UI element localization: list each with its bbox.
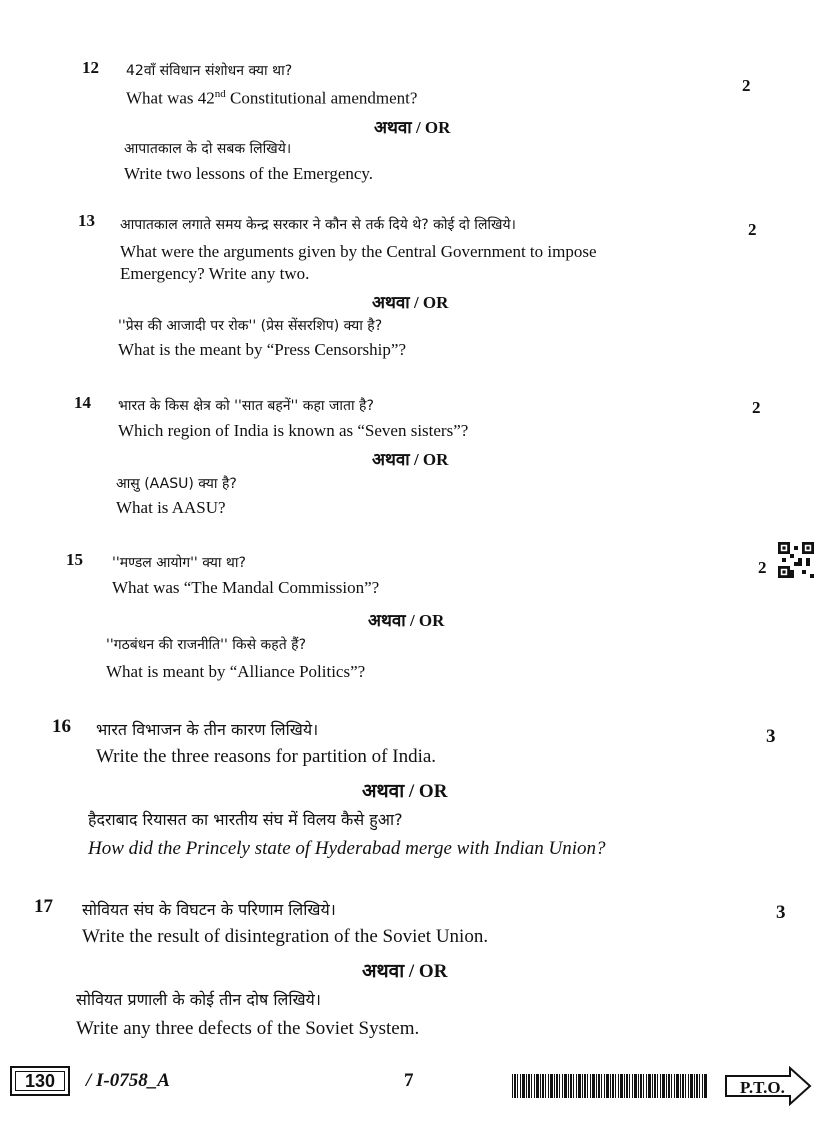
marks: 3: [766, 726, 776, 747]
alternative-hindi: हैदराबाद रियासत का भारतीय संघ में विलय कैसे हुआ?: [88, 810, 403, 829]
question-hindi: सोवियत संघ के विघटन के परिणाम लिखिये।: [82, 900, 336, 919]
or-separator: अथवा / OR: [362, 781, 448, 802]
paper-code: / I-0758_A: [86, 1070, 170, 1091]
question-hindi: 42वाँ संविधान संशोधन क्या था?: [126, 63, 293, 79]
alternative-english: How did the Princely state of Hyderabad merge with Indian Union?: [88, 838, 606, 859]
alternative-hindi: सोवियत प्रणाली के कोई तीन दोष लिखिये।: [76, 990, 321, 1009]
alternative-english: Write two lessons of the Emergency.: [124, 164, 374, 183]
question-english-line-2: Emergency? Write any two.: [120, 264, 310, 283]
marks: 3: [776, 902, 786, 923]
marks: 2: [758, 558, 767, 577]
question-number: 13: [78, 211, 95, 230]
alternative-hindi: आपातकाल के दो सबक लिखिये।: [124, 141, 292, 157]
question-number: 17: [34, 896, 53, 917]
marks: 2: [752, 398, 761, 417]
marks: 2: [748, 220, 757, 239]
question-number: 12: [82, 58, 99, 77]
alternative-english: What is AASU?: [116, 498, 226, 517]
question-hindi: भारत के किस क्षेत्र को ''सात बहनें'' कहा जाता है?: [118, 398, 374, 414]
alternative-hindi: आसु (AASU) क्या है?: [116, 476, 237, 492]
question-english: Write the three reasons for partition of India.: [96, 746, 437, 767]
question-number: 15: [66, 550, 83, 569]
or-separator: अथवा / OR: [374, 118, 451, 137]
or-separator: अथवा / OR: [372, 293, 449, 312]
barcode-icon: [512, 1074, 708, 1098]
marks: 2: [742, 76, 751, 95]
paper-number-box: [10, 1066, 70, 1096]
question-hindi: ''मण्डल आयोग'' क्या था?: [112, 555, 246, 571]
question-number: 16: [52, 716, 71, 737]
question-hindi: आपातकाल लगाते समय केन्द्र सरकार ने कौन से तर्क दिये थे? कोई दो लिखिये।: [120, 217, 516, 233]
or-separator: अथवा / OR: [372, 450, 449, 469]
or-separator: अथवा / OR: [368, 611, 445, 630]
qr-code-icon: [778, 542, 814, 578]
question-english-line-1: What were the arguments given by the Central Government to impose: [120, 242, 597, 261]
page-number: 7: [404, 1070, 414, 1091]
paper-number: 130: [15, 1071, 65, 1091]
alternative-hindi: ''गठबंधन की राजनीति'' किसे कहते हैं?: [106, 637, 307, 653]
question-english: What was 42nd Constitutional amendment?: [126, 88, 418, 108]
question-english: What was “The Mandal Commission”?: [112, 578, 380, 597]
alternative-english: Write any three defects of the Soviet System.: [76, 1018, 420, 1039]
alternative-english: What is the meant by “Press Censorship”?: [118, 340, 406, 359]
question-english: Write the result of disintegration of the Soviet Union.: [82, 926, 489, 947]
question-number: 14: [74, 393, 91, 412]
pto-label: P.T.O.: [740, 1078, 785, 1097]
alternative-hindi: ''प्रेस की आजादी पर रोक'' (प्रेस सेंसरशिप) क्या है?: [118, 318, 383, 334]
alternative-english: What is meant by “Alliance Politics”?: [106, 662, 366, 681]
or-separator: अथवा / OR: [362, 961, 448, 982]
question-hindi: भारत विभाजन के तीन कारण लिखिये।: [96, 720, 319, 739]
question-english: Which region of India is known as “Seven sisters”?: [118, 421, 469, 440]
